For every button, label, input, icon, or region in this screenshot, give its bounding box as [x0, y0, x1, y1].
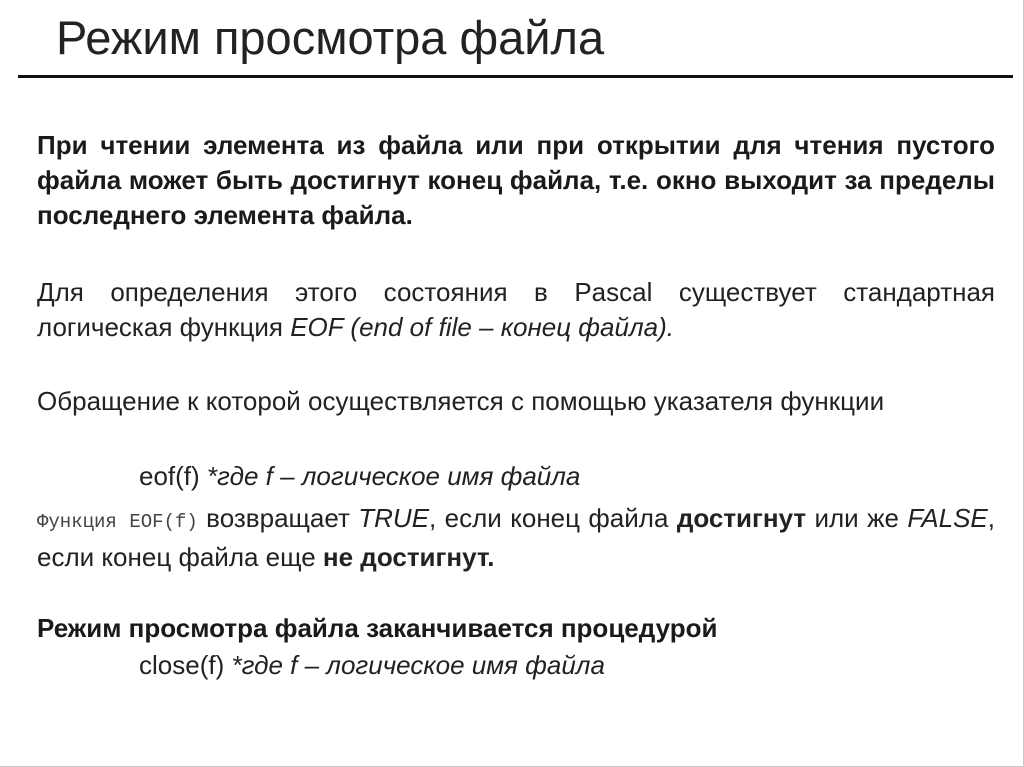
reached-bold: достигнут: [676, 503, 807, 533]
code-close-call: [139, 648, 605, 683]
eof-function-mono: Функция EOF(f): [37, 511, 198, 533]
paragraph-eof-return: [37, 501, 995, 575]
eof-definition: EOF (end of file – конец файла).: [290, 312, 674, 342]
code-close-expression: close(f): [139, 650, 232, 680]
not-reached-bold: не достигнут.: [322, 542, 495, 572]
code-eof-expression: eof(f): [139, 461, 207, 491]
code-close-comment: *где f – логическое имя файла: [231, 650, 605, 680]
true-value: TRUE: [358, 503, 430, 533]
false-value: FALSE: [907, 503, 988, 533]
code-eof-comment: *где f – логическое имя файла: [206, 461, 581, 491]
return-text-2: , если конец файла: [429, 503, 677, 533]
return-text-4: , если конец файла еще: [37, 503, 995, 572]
paragraph-eof-function-text: Для определения этого состояния в Pascal существует стандартная логическая функция: [37, 277, 995, 342]
return-text-1: возвращает: [197, 503, 359, 533]
paragraph-close: Режим просмотра файла заканчивается процедурой: [37, 613, 718, 643]
slide-title: Режим просмотра файла: [56, 11, 605, 64]
paragraph-eof-intro: При чтении элемента из файла или при открытии для чтения пустого файла может быть достигнут конец файла, т.е. окно выходит за пределы последнего элемента файла.: [37, 130, 995, 230]
code-eof-call: [139, 459, 580, 494]
paragraph-eof-function: [37, 275, 995, 345]
paragraph-eof-call: Обращение к которой осуществляется с помощью указателя функции: [37, 386, 885, 416]
return-text-3: или же: [806, 503, 908, 533]
title-underline: [18, 75, 1013, 78]
